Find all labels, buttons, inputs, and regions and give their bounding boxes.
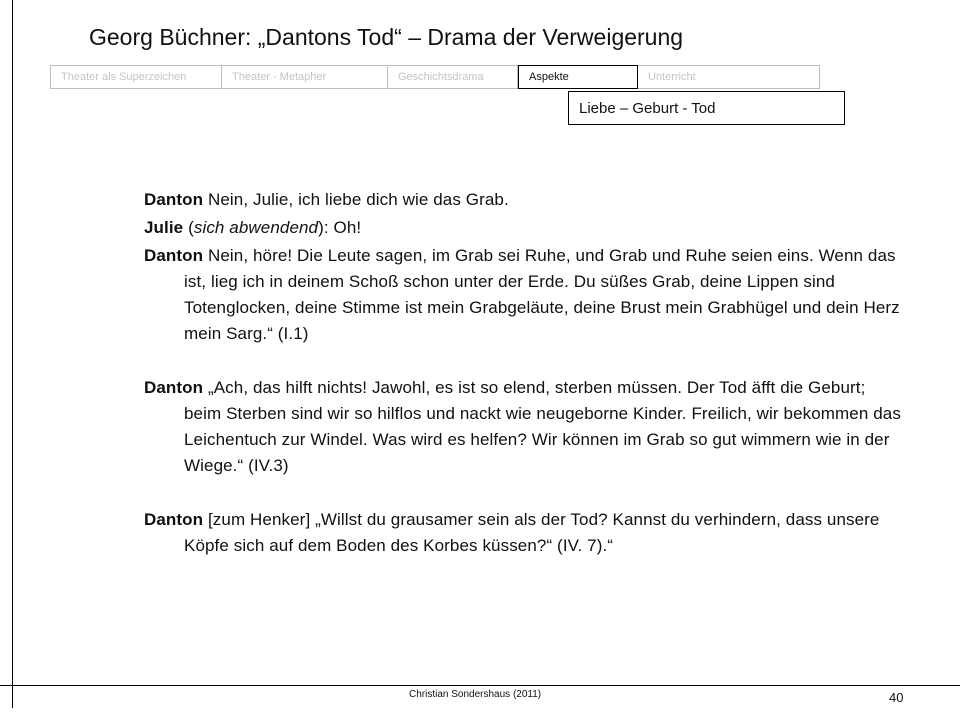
quote-2 xyxy=(144,215,904,241)
speaker-name: Julie xyxy=(144,218,184,237)
left-margin-line xyxy=(12,0,13,708)
tab-unterricht[interactable]: Unterricht xyxy=(638,65,820,89)
quote-3 xyxy=(144,243,904,347)
tab-theater-als-superzeichen[interactable]: Theater als Superzeichen xyxy=(50,65,222,89)
quote-4 xyxy=(144,375,904,479)
quote-text: „Ach, das hilft nichts! Jawohl, es ist so elend, sterben müssen. Der Tod äfft die Geburt; beim Sterben sind wir so hilflos und nackt wie neugeborne Kinder. Freilich, wir bekommen das Leichentuch zur Windel. Was wird es helfen? Wir können im Grab so gut wimmern wie in der Wiege.“ (IV.3) xyxy=(184,378,901,475)
page-number: 40 xyxy=(889,690,904,705)
speaker-name: Danton xyxy=(144,378,204,397)
speaker-name: Danton xyxy=(144,510,204,529)
quote-text: Nein, höre! Die Leute sagen, im Grab sei Ruhe, und Grab und Ruhe seien eins. Wenn das ist, lieg ich in deinem Schoß schon unter der Erde. Du süßes Grab, deine Lippen sind Totenglocken, deine Stimme ist mein Grabgeläute, deine Brust mein Grabhügel und dein Herz mein Sarg.“ (I.1) xyxy=(184,246,900,343)
page-title: Georg Büchner: „Dantons Tod“ – Drama der Verweigerung xyxy=(89,24,684,50)
footer-rule-tick xyxy=(0,685,12,686)
quote-text-pre: ( xyxy=(183,218,194,237)
tab-geschichtsdrama[interactable]: Geschichtsdrama xyxy=(388,65,518,89)
quote-text: [zum Henker] „Willst du grausamer sein als der Tod? Kannst du verhindern, dass unsere Köpfe sich auf dem Boden des Korbes küssen?“ (IV. 7).“ xyxy=(184,510,880,555)
footer-rule xyxy=(0,685,960,686)
quote-text: Nein, Julie, ich liebe dich wie das Grab. xyxy=(203,190,509,209)
quote-5 xyxy=(144,507,904,559)
tab-theater-metapher[interactable]: Theater - Metapher xyxy=(222,65,388,89)
quote-text: ): Oh! xyxy=(318,218,362,237)
subtopic-box[interactable]: Liebe – Geburt - Tod xyxy=(568,91,845,125)
stage-direction: sich abwendend xyxy=(193,218,319,237)
footer-author: Christian Sondershaus (2011) xyxy=(409,689,542,700)
speaker-name: Danton xyxy=(144,190,204,209)
quote-1 xyxy=(144,187,904,213)
quote-body xyxy=(144,187,904,559)
tab-aspekte[interactable]: Aspekte xyxy=(518,65,638,89)
section-tabs xyxy=(50,65,820,89)
speaker-name: Danton xyxy=(144,246,204,265)
